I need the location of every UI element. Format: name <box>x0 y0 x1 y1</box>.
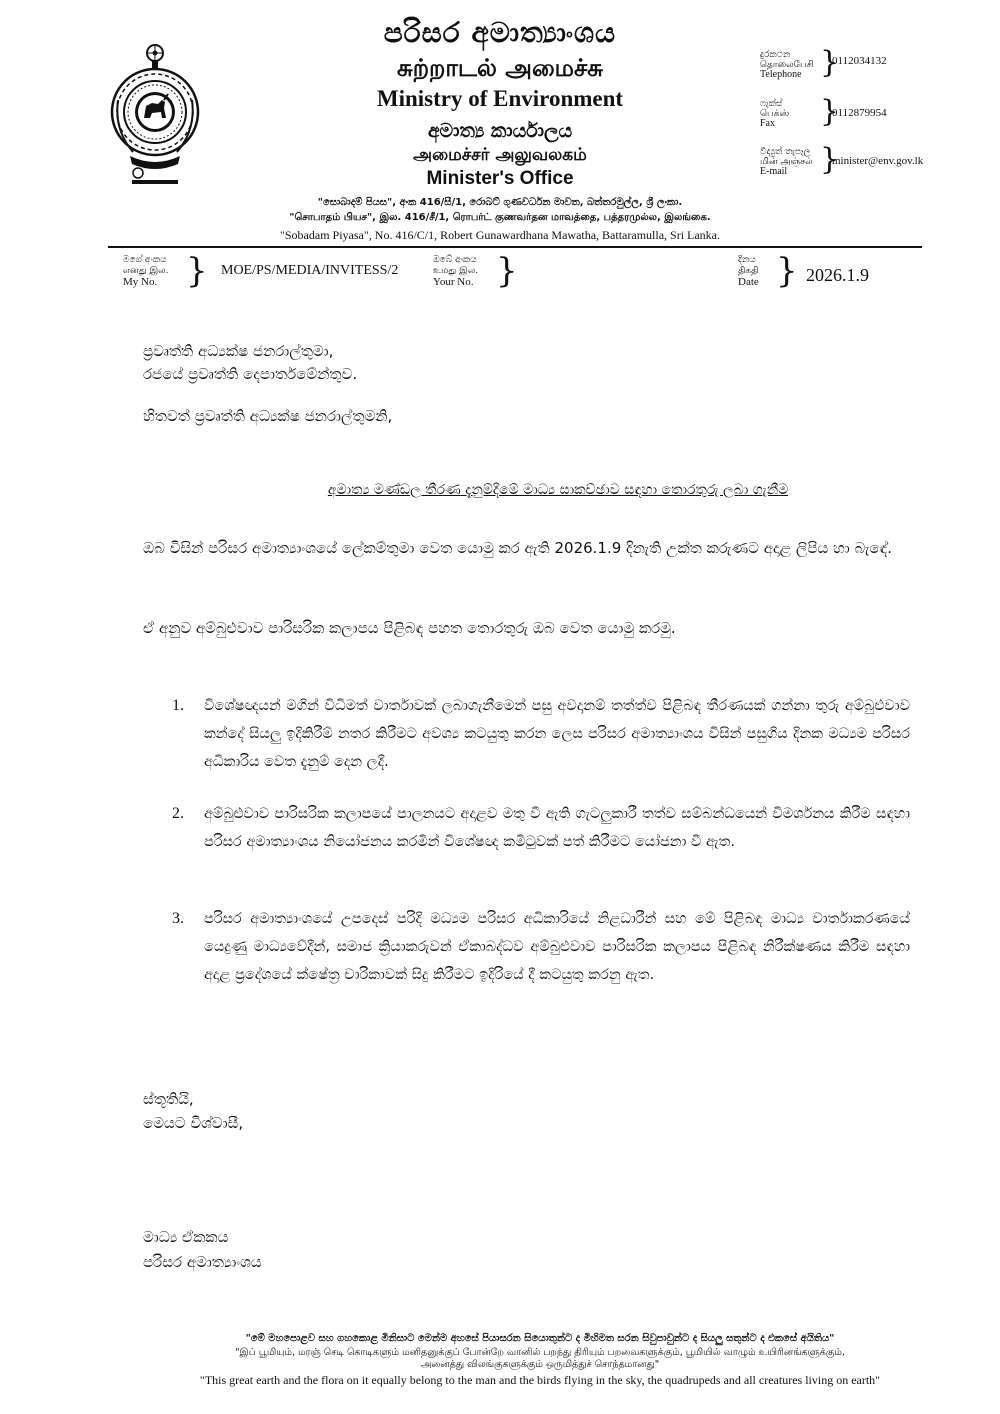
your-no-label-en: Your No. <box>433 276 474 288</box>
list-item <box>172 692 910 776</box>
paragraph-2: ඒ අනුව අම්බුළුවාව පාරිසරික කලාපය පිළිබඳ පහත තොරතුරු ඔබ වෙත යොමු කරමු. <box>143 619 676 637</box>
telephone-value: 0112034132 <box>832 55 887 67</box>
closing-faithfully: මෙයට විශ්වාසී, <box>143 1114 244 1132</box>
footer-quote-tamil <box>130 1347 950 1371</box>
my-no-label-en: My No. <box>123 276 158 288</box>
your-no-label-si: ඔබේ අංකය <box>433 255 477 265</box>
fax-label-ta: பெக்ஸ் <box>760 109 790 119</box>
signatory-unit: මාධ්‍ය ඒකකය <box>143 1228 229 1246</box>
ministry-title-english: Ministry of Environment <box>376 86 624 111</box>
date-label-en: Date <box>738 276 759 288</box>
footer-quote-tamil-line2: அனைத்து விலங்குகளுக்கும் ஒருமித்துச் சொந்தமானது" <box>420 1359 660 1370</box>
brace-icon: } <box>776 251 798 291</box>
office-title-tamil: அமைச்சர் அலுவலகம் <box>413 145 587 165</box>
telephone-label-en: Telephone <box>760 69 802 80</box>
brace-icon: } <box>496 251 518 291</box>
header-divider <box>108 246 922 248</box>
list-item-number: 2. <box>172 805 184 822</box>
my-no-label-si: මගේ අංකය <box>123 255 167 265</box>
signatory-ministry: පරිසර අමාත්‍යාංශය <box>143 1253 262 1271</box>
ministry-title-tamil: சுற்றாடல் அமைச்சு <box>397 54 603 82</box>
office-title-english: Minister's Office <box>426 168 574 189</box>
salutation: හිතවත් ප්‍රවෘත්ති අධ්‍යක්ෂ ජනරාල්තුමනි, <box>143 407 393 425</box>
your-no-label-ta: உமது இல. <box>433 266 479 276</box>
date-label-ta: திகதி <box>738 266 759 276</box>
email-label-ta: மின் அஞ்சல் <box>760 157 813 167</box>
closing-thanks: ස්තූතියි, <box>143 1090 194 1108</box>
email-label-en: E-mail <box>760 166 788 177</box>
brace-icon: } <box>820 45 840 80</box>
telephone-label-ta: தொலைபேசி <box>760 60 814 70</box>
brace-icon: } <box>186 251 208 291</box>
list-item-number: 1. <box>172 697 184 714</box>
brace-icon: } <box>820 94 840 129</box>
my-no-value: MOE/PS/MEDIA/INVITESS/2 <box>221 263 399 278</box>
address-sinhala: "සොබාදම් පියස", අංක 416/සී/1, රොබට් ගුණවර්ධන මාවත, බත්තරමුල්ල, ශ්‍රී ලංකා. <box>317 197 683 208</box>
fax-value: 0112879954 <box>832 107 887 119</box>
footer-quote-sinhala: "මේ මහපොළව සහ ගහකොළ මිනිසාට මෙන්ම අහසේ පියාසරන සියොතුන්ට ද මිහිමත සරන සිවුපාවුන්ට ද සියලු සතුන්ට ද එකසේ අයිතිය" <box>245 1333 835 1344</box>
your-no-label <box>433 255 478 288</box>
paragraph-1: ඔබ විසින් පරිසර අමාත්‍යාංශයේ ලේකම්තුමා වෙත යොමු කර ඇති 2026.1.9 දිනැති උක්ත කරුණට අදාළ ලිපිය හා බැඳේ. <box>143 539 893 557</box>
address-english: "Sobadam Piyasa", No. 416/C/1, Robert Gunawardhana Mawatha, Battaramulla, Sri Lanka. <box>279 228 721 242</box>
list-item-text: අම්බුළුවාව පාරිසරික කලාපයේ පාලනයට අදාළව මතු වී ඇති ගැටලුකාරී තත්ව සම්බන්ධයෙන් විමර්ශනය කිරීම සඳහා පරිසර අමාත්‍යාංශය නියෝජනය කරමින් විශේෂඥ කමිටුවක් පත් කිරීමට යෝජනා වී ඇත. <box>204 806 910 850</box>
list-item-text: විශේෂඥයන් මගින් විධිමත් වාර්තාවක් ලබාගැනීමෙන් පසු අවදානම් තත්ත්ව පිළිබඳ තීරණයක් ගන්නා තුරු අම්බුළුවාව කන්දේ සියලු ඉදිකිරීම් නතර කිරීමට අවශ්‍ය කටයුතු කරන ලෙස පරිසර අමාත්‍යාංශය විසින් පසුගිය දිනක මධ්‍යම පරිසර අධිකාරිය වෙත දැනුම් දෙන ලදී. <box>204 698 910 770</box>
addressee-line-2: රජයේ ප්‍රවෘත්ති දෙපාර්තමේන්තුව. <box>143 365 358 383</box>
address-tamil: "சொபாதம் பியச", இல. 416/சீ/1, ரொபர்ட் குணவர்தன மாவத்தை, பத்தரமுல்ல, இலங்கை. <box>289 212 711 223</box>
list-item <box>172 905 910 989</box>
office-title-sinhala: අමාත්‍ය කාර්යාලය <box>427 120 573 142</box>
telephone-label-si: දුරකථන <box>760 50 791 60</box>
brace-icon: } <box>820 142 840 177</box>
letter-subject: අමාත්‍ය මණ්ඩල තීරණ දැනුම්දීමේ මාධ්‍ය සාකච්ඡාව සඳහා තොරතුරු ලබා ගැනීම <box>327 482 789 498</box>
fax-label-en: Fax <box>760 118 775 129</box>
my-no-label-ta: எனது இல. <box>123 266 169 276</box>
addressee-line-1: ප්‍රවෘත්ති අධ්‍යක්ෂ ජනරාල්තුමා, <box>143 342 334 360</box>
date-value: 2026.1.9 <box>806 265 869 285</box>
ministry-title-sinhala: පරිසර අමාත්‍යාංශය <box>383 16 617 49</box>
sri-lanka-emblem <box>108 40 203 190</box>
date-label-si: දිනය <box>738 255 756 265</box>
footer-quote-english: "This great earth and the flora on it equally belong to the man and the birds flying in the sky, the quadrupeds and all creatures living on earth" <box>199 1373 881 1387</box>
email-label-si: විද්‍යුත් තැපෑල <box>760 147 811 157</box>
date-label <box>738 255 759 288</box>
my-no-label <box>123 255 169 288</box>
list-item-number: 3. <box>172 910 184 927</box>
email-value[interactable]: minister@env.gov.lk <box>832 155 924 167</box>
list-item-text: පරිසර අමාත්‍යාංශයේ උපදෙස් පරිදි මධ්‍යම පරිසර අධිකාරියේ නිළධාරීන් සහ මේ පිළිබඳ මාධ්‍ය වාර්තාකරණයේ යෙදුණු මාධ්‍යවේදීන්, සමාජ ක්‍රියාකරුවන් ඒකාබද්ධව අම්බුළුවාව පාරිසරික කලාපය පිළිබඳ නිරීක්ෂණය කිරීම සඳහා අදාළ ප්‍රදේශයේ ක්ෂේත්‍ර චාරිකාවක් සිදු කිරීමට ඉදිරියේ දී කටයුතු කරනු ඇත. <box>204 911 910 983</box>
fax-label-si: ෆැක්ස් <box>760 99 783 109</box>
footer-quote-tamil-line1: "இப் பூமியும், மரஞ் செடி கொடிகளும் மனிதனுக்குப் போன்றே வானில் பறந்து திரியும் பறவைகளுக்கும், பூமியில் வாழும் உயிரினங்களுக்கும், <box>235 1347 845 1358</box>
list-item <box>172 800 910 856</box>
